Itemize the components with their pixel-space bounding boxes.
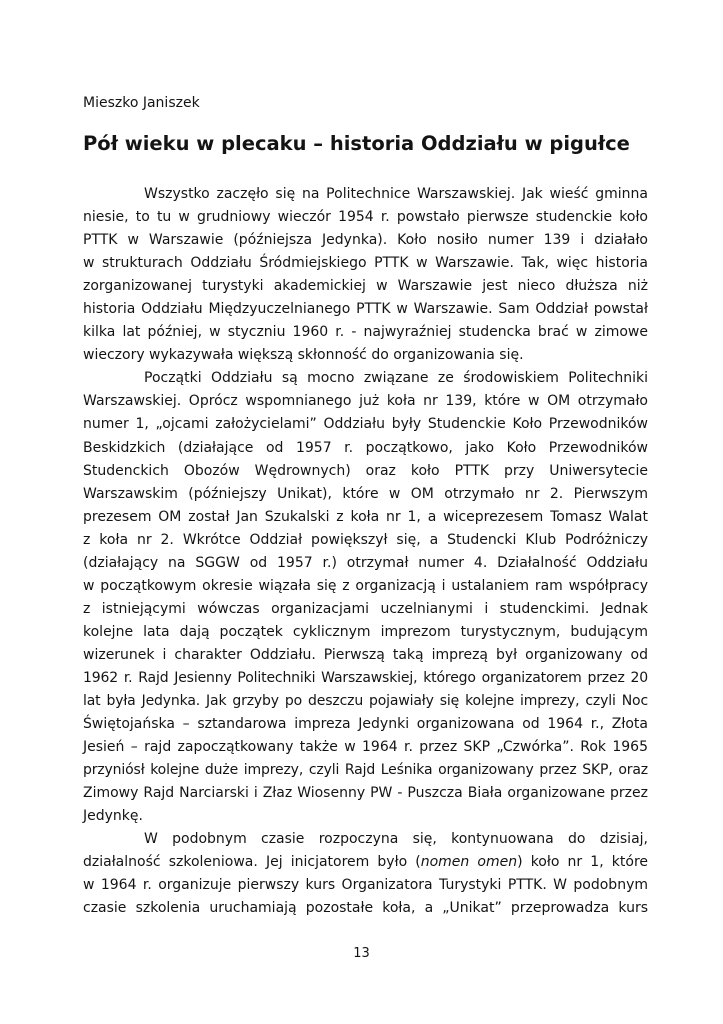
paragraph-line: w strukturach Oddziału Śródmiejskiego PTTK w Warszawie. Tak, więc historia	[83, 255, 648, 272]
paragraph-line: kilka lat później, w styczniu 1960 r. - najwyraźniej studencka brać w zimowe	[83, 324, 648, 341]
paragraph-line: W podobnym czasie rozpoczyna się, kontynuowana do dzisiaj,	[144, 831, 648, 848]
paragraph-line: z istniejącymi wówczas organizacjami uczelnianymi i studenckimi. Jednak	[83, 600, 648, 617]
paragraph-line: z koła nr 2. Wkrótce Oddział powiększył się, a Studencki Klub Podróżniczy	[83, 531, 648, 548]
paragraph-line: przyniósł kolejne duże imprezy, czyli Rajd Leśnika organizowany przez SKP, oraz	[83, 762, 648, 779]
paragraph-line: Zimowy Rajd Narciarski i Złaz Wiosenny PW - Puszcza Biała organizowane przez	[83, 785, 648, 802]
article-body	[83, 183, 648, 921]
paragraph-text-fragment: ) koło nr 1, które	[517, 854, 648, 871]
article-title: Pół wieku w plecaku – historia Oddziału w pigułce	[83, 132, 630, 155]
paragraph-line: zorganizowanej turystyki akademickiej w Warszawie jest nieco dłuższa niż	[83, 278, 648, 295]
paragraph-line: Świętojańska – sztandarowa impreza Jedynki organizowana od 1964 r., Złota	[83, 716, 648, 733]
paragraph-line: 1962 r. Rajd Jesienny Politechniki Warszawskiej, którego organizatorem przez 20	[83, 669, 648, 686]
paragraph-line: historia Oddziału Międzyuczelnianego PTTK w Warszawie. Sam Oddział powstał	[83, 301, 648, 318]
paragraph-line-with-italic	[83, 851, 648, 874]
paragraph-line: Jedynkę.	[83, 808, 143, 825]
paragraph-line: w początkowym okresie wiązała się z organizacją i ustalaniem ram współpracy	[83, 577, 648, 594]
paragraph-line: Warszawskim (późniejszy Unikat), które w OM otrzymało nr 2. Pierwszym	[83, 485, 648, 502]
italic-phrase: nomen omen	[420, 854, 518, 871]
paragraph-line: PTTK w Warszawie (późniejsza Jedynka). Koło nosiło numer 139 i działało	[83, 232, 648, 249]
paragraph-line: Warszawskiej. Oprócz wspomnianego już koła nr 139, które w OM otrzymało	[83, 393, 648, 410]
paragraph-line: numer 1, „ojcami założycielami” Oddziału były Studenckie Koło Przewodników	[83, 416, 648, 433]
paragraph-line: Jesień – rajd zapoczątkowany także w 1964 r. przez SKP „Czwórka”. Rok 1965	[83, 739, 648, 756]
paragraph-line: czasie szkolenia uruchamiają pozostałe koła, a „Unikat” przeprowadza kurs	[83, 900, 648, 917]
paragraph-line: (działający na SGGW od 1957 r.) otrzymał numer 4. Działalność Oddziału	[83, 554, 648, 571]
paragraph-text-fragment: działalność szkoleniowa. Jej inicjatorem było (	[83, 854, 421, 871]
paragraph-line: Studenckich Obozów Wędrownych) oraz koło PTTK przy Uniwersytecie	[83, 462, 648, 479]
paragraph-line: niesie, to tu w grudniowy wieczór 1954 r. powstało pierwsze studenckie koło	[83, 209, 648, 226]
paragraph-line: prezesem OM został Jan Szukalski z koła nr 1, a wiceprezesem Tomasz Walat	[83, 508, 648, 525]
paragraph-line: lat była Jedynka. Jak grzyby po deszczu pojawiały się kolejne imprezy, czyli Noc	[83, 693, 648, 710]
paragraph-line: Beskidzkich (działające od 1957 r. początkowo, jako Koło Przewodników	[83, 439, 648, 456]
paragraph-line: kolejne lata dają początek cyklicznym imprezom turystycznym, budującym	[83, 623, 648, 640]
page-number: 13	[353, 946, 370, 961]
paragraph-line: Początki Oddziału są mocno związane ze środowiskiem Politechniki	[144, 370, 648, 387]
paragraph-line: wieczory wykazywała większą skłonność do organizowania się.	[83, 347, 524, 364]
author-name: Mieszko Janiszek	[83, 95, 200, 111]
paragraph-line: Wszystko zaczęło się na Politechnice Warszawskiej. Jak wieść gminna	[144, 186, 648, 202]
paragraph-line: wizerunek i charakter Oddziału. Pierwszą taką imprezą był organizowany od	[83, 646, 648, 663]
paragraph-line: w 1964 r. organizuje pierwszy kurs Organizatora Turystyki PTTK. W podobnym	[83, 877, 648, 894]
